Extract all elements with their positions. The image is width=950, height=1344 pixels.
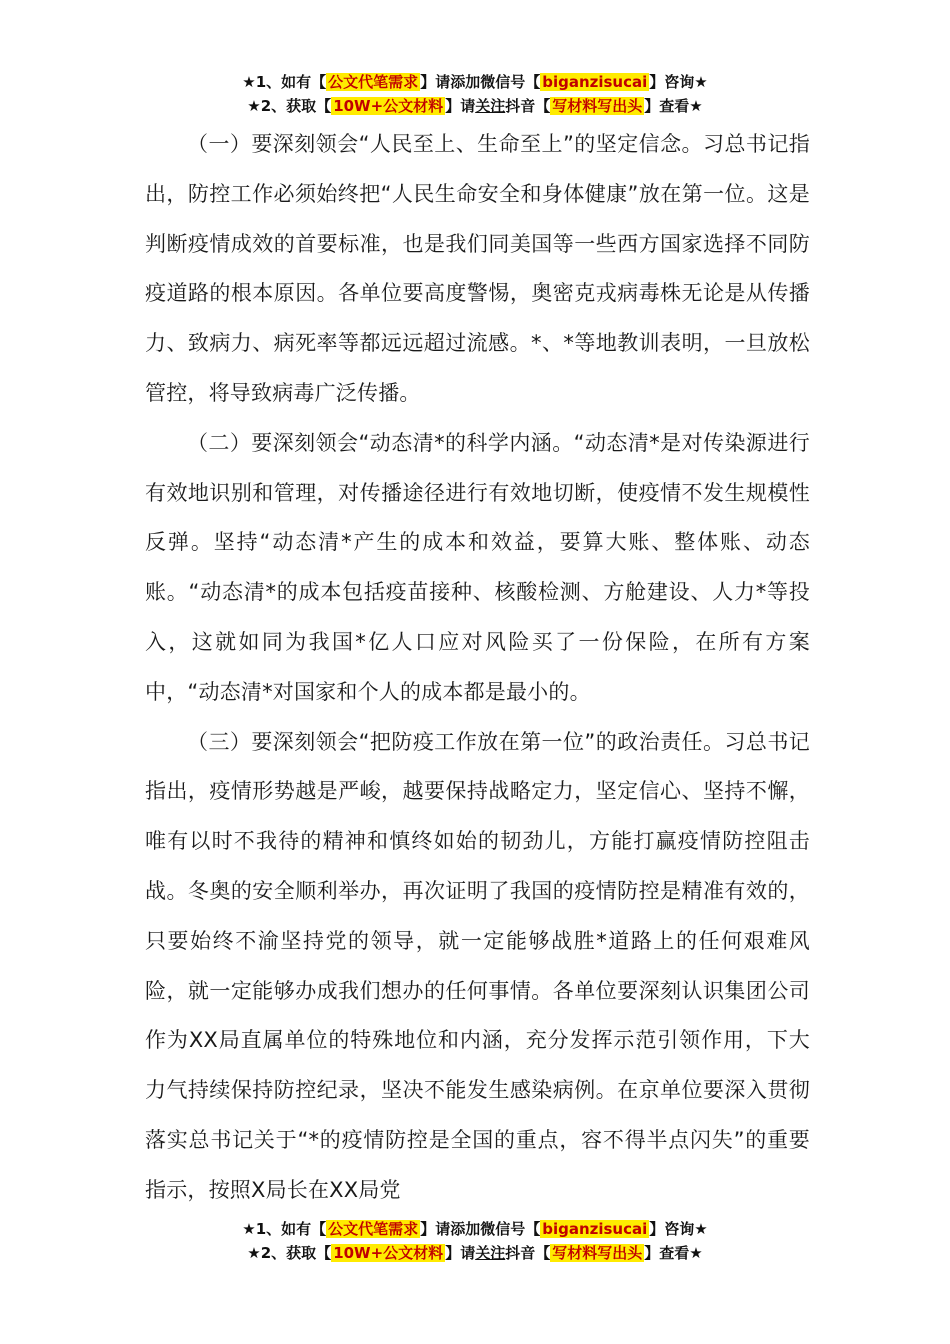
banner-highlight: 公文代笔需求 xyxy=(328,1220,419,1238)
douyin-account-highlight: 写材料写出头 xyxy=(552,1244,643,1262)
banner-line-1 xyxy=(0,1217,950,1241)
banner-text: 抖音【 xyxy=(505,1244,551,1262)
banner-text: 抖音【 xyxy=(505,97,551,115)
banner-text: 】查看★ xyxy=(644,1244,703,1262)
document-body xyxy=(145,120,810,1216)
wechat-id-highlight: biganzisucai xyxy=(542,1220,648,1238)
banner-text: ★2、获取【 xyxy=(247,1244,332,1262)
banner-underlined-text: 关注 xyxy=(475,97,506,115)
header-banner xyxy=(0,70,950,118)
banner-text: 】查看★ xyxy=(644,97,703,115)
banner-text: 】请添加微信号【 xyxy=(420,73,541,91)
banner-text: ★1、如有【 xyxy=(242,1220,327,1238)
banner-line-1 xyxy=(0,70,950,94)
banner-underlined-text: 关注 xyxy=(475,1244,506,1262)
banner-text: 】请 xyxy=(445,1244,476,1262)
paragraph-3: （三）要深刻领会“把防疫工作放在第一位”的政治责任。习总书记指出，疫情形势越是严峻，越要保持战略定力，坚定信心、坚持不懈，唯有以时不我待的精神和慎终如始的韧劲儿，方能打赢疫情防控阻击战。冬奥的安全顺利举办，再次证明了我国的疫情防控是精准有效的，只要始终不渝坚持党的领导，就一定能够战胜*道路上的任何艰难风险，就一定能够办成我们想办的任何事情。各单位要深刻认识集团公司作为XX局直属单位的特殊地位和内涵，充分发挥示范引领作用，下大力气持续保持防控纪录，坚决不能发生感染病例。在京单位要深入贯彻落实总书记关于“*的疫情防控是全国的重点，容不得半点闪失”的重要指示，按照X局长在XX局党 xyxy=(145,729,810,1202)
banner-text: 】请添加微信号【 xyxy=(420,1220,541,1238)
banner-highlight: 10W+公文材料 xyxy=(333,97,444,115)
douyin-account-highlight: 写材料写出头 xyxy=(552,97,643,115)
banner-line-2 xyxy=(0,1241,950,1265)
banner-text: ★1、如有【 xyxy=(242,73,327,91)
banner-text: 】请 xyxy=(445,97,476,115)
paragraph-1: （一）要深刻领会“人民至上、生命至上”的坚定信念。习总书记指出，防控工作必须始终把“人民生命安全和身体健康”放在第一位。这是判断疫情成效的首要标准，也是我们同美国等一些西方国家选择不同防疫道路的根本原因。各单位要高度警惕，奥密克戎病毒株无论是从传播力、致病力、病死率等都远远超过流感。*、*等地教训表明，一旦放松管控，将导致病毒广泛传播。 xyxy=(145,132,810,405)
paragraph-2: （二）要深刻领会“动态清*的科学内涵。“动态清*是对传染源进行有效地识别和管理，对传播途径进行有效地切断，使疫情不发生规模性反弹。坚持“动态清*产生的成本和效益，要算大账、整体账、动态账。“动态清*的成本包括疫苗接种、核酸检测、方舱建设、人力*等投入，这就如同为我国*亿人口应对风险买了一份保险，在所有方案中，“动态清*对国家和个人的成本都是最小的。 xyxy=(145,430,810,704)
banner-text: ★2、获取【 xyxy=(247,97,332,115)
banner-highlight: 10W+公文材料 xyxy=(333,1244,444,1262)
banner-text: 】咨询★ xyxy=(649,1220,708,1238)
footer-banner xyxy=(0,1217,950,1265)
wechat-id-highlight: biganzisucai xyxy=(542,73,648,91)
banner-line-2 xyxy=(0,94,950,118)
banner-text: 】咨询★ xyxy=(649,73,708,91)
banner-highlight: 公文代笔需求 xyxy=(328,73,419,91)
